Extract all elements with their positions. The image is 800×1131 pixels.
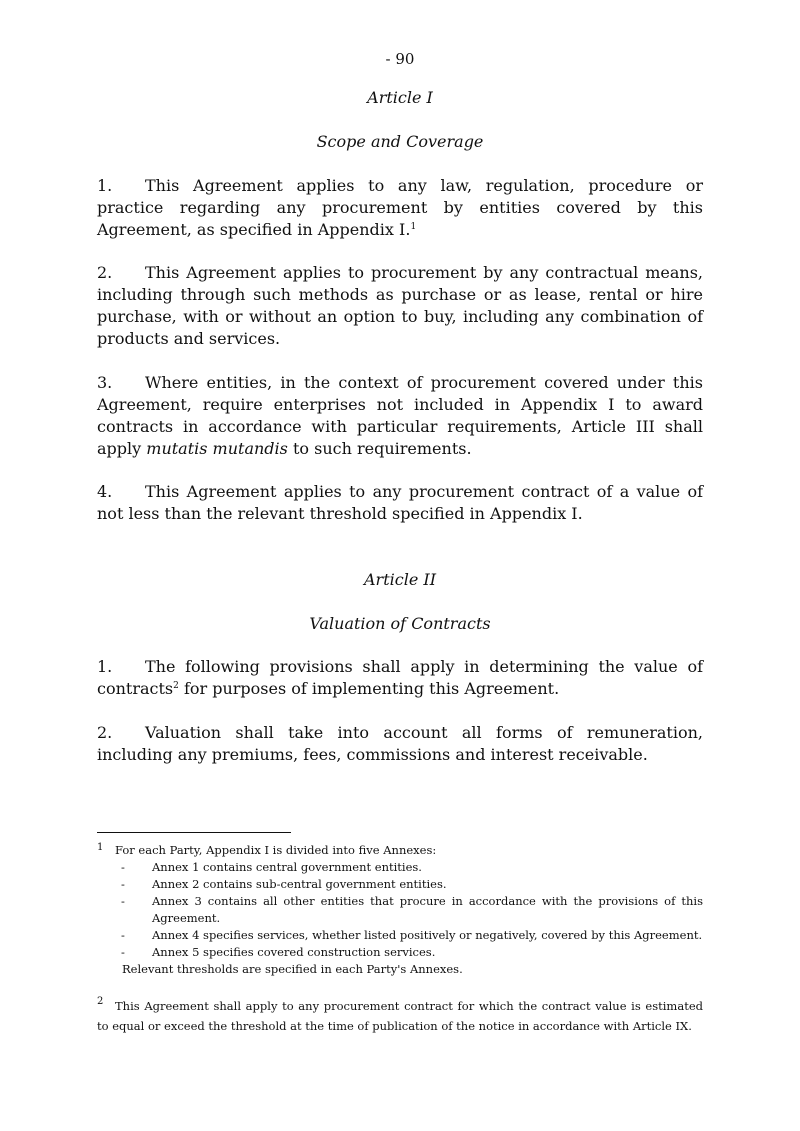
footnote-mark: 1 [97,842,104,853]
footnote-mark: 2 [97,996,104,1007]
article-2-paragraph-2 [97,722,703,766]
page-number: - 90 [385,50,415,68]
list-item [97,893,703,927]
list-item-text: Annex 4 specifies services, whether listed positively or negatively, covered by this Agreement. [152,928,703,942]
article-1-paragraph-3 [97,372,703,460]
dash-bullet: - [121,945,125,959]
list-item [97,859,703,876]
paragraph-number: 2. [97,263,113,282]
article-1-subheading: Scope and Coverage [316,132,484,151]
article-2-paragraph-1 [97,656,703,700]
paragraph-number: 2. [97,723,113,742]
paragraph-text: The following provisions shall apply in determining the value of contracts [97,657,703,698]
footnote-separator [97,832,291,833]
article-2-heading: Article II [363,570,437,589]
paragraph-text: Valuation shall take into account all forms of remuneration, including any premiums, fees, commissions and interest receivable. [97,723,703,764]
list-item [97,944,703,961]
latin-phrase: mutatis mutandis [146,439,288,458]
article-1-paragraph-2 [97,262,703,350]
annex-list [97,859,703,961]
paragraph-number: 1. [97,176,113,195]
footnote-outro: Relevant thresholds are specified in each Party's Annexes. [122,962,463,976]
footnote-text: This Agreement shall apply to any procurement contract for which the contract value is estimated to equal or exceed the threshold at the time of publication of the notice in accordance with Article IX. [97,999,703,1033]
list-item-text: Annex 1 contains central government entities. [152,860,422,874]
paragraph-number: 1. [97,657,113,676]
paragraph-text-end: for purposes of implementing this Agreement. [178,679,560,698]
list-item-text: Annex 5 specifies covered construction services. [152,945,436,959]
list-item-text: Annex 2 contains sub-central government entities. [152,877,447,891]
footnote-ref-2[interactable]: 2 [173,681,179,691]
paragraph-text: This Agreement applies to any law, regulation, procedure or practice regarding any procurement by entities covered by this Agreement, as specified in Appendix I. [97,176,703,239]
footnote-ref-1[interactable]: 1 [410,222,417,232]
article-1-paragraph-4 [97,481,703,525]
paragraph-text: This Agreement applies to procurement by any contractual means, including through such methods as purchase or as lease, rental or hire purchase, with or without an option to buy, including any combination of products and services. [97,263,703,348]
article-1-paragraph-1 [97,175,703,241]
footnote-1 [97,842,703,978]
footnote-2 [97,996,703,1036]
paragraph-number: 4. [97,482,113,501]
article-1-heading: Article I [367,88,433,107]
dash-bullet: - [121,860,125,874]
paragraph-text: This Agreement applies to any procurement contract of a value of not less than the relevant threshold specified in Appendix I. [97,482,703,523]
list-item-text: Annex 3 contains all other entities that procure in accordance with the provisions of this Agreement. [152,894,703,925]
article-2-subheading: Valuation of Contracts [309,614,491,633]
paragraph-text-end: to such requirements. [287,439,472,458]
paragraph-number: 3. [97,373,113,392]
dash-bullet: - [121,877,125,891]
list-item [97,876,703,893]
footnote-intro: For each Party, Appendix I is divided into five Annexes: [115,843,437,857]
list-item [97,927,703,944]
dash-bullet: - [121,928,125,942]
paragraph-text: Where entities, in the context of procurement covered under this Agreement, require enterprises not included in Appendix I to award contracts in accordance with particular requirements, Article III shall apply [97,373,703,458]
dash-bullet: - [121,894,125,908]
